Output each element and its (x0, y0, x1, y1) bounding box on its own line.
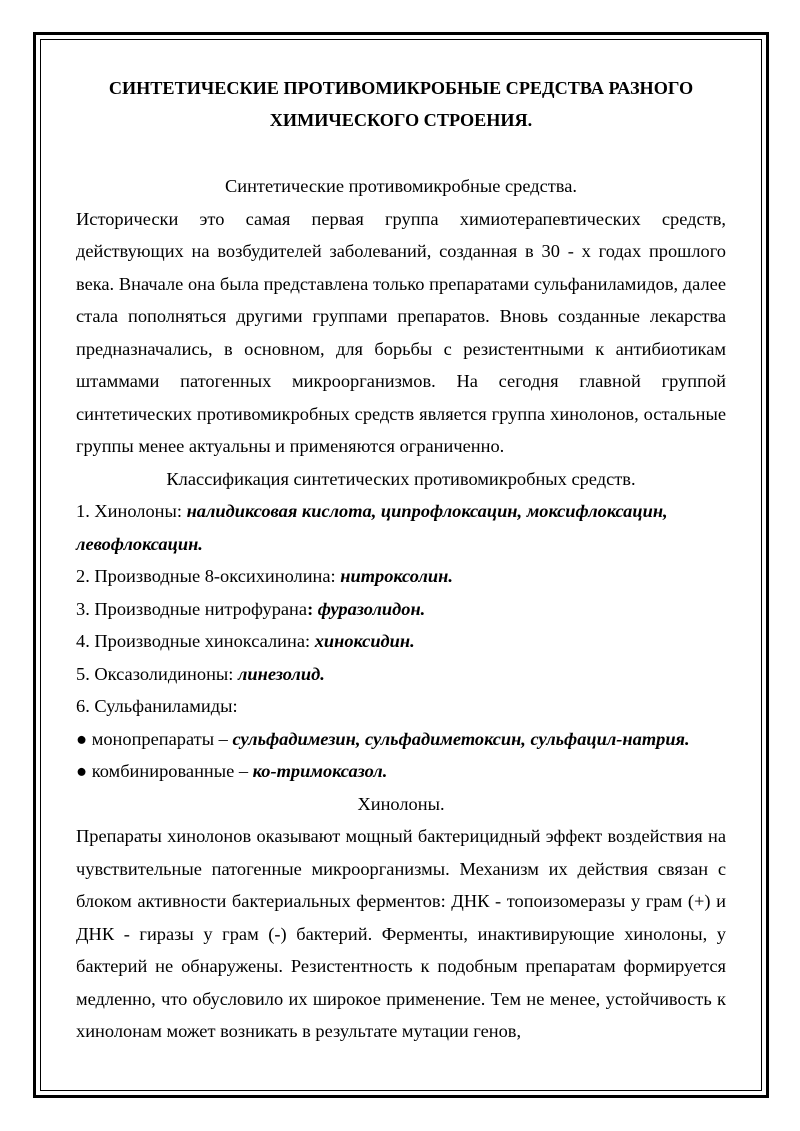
drug-names: ко-тримоксазол. (252, 761, 388, 781)
drug-names: нитроксолин. (340, 566, 453, 586)
list-item-oxyquinoline (76, 560, 726, 593)
list-item-quinolones (76, 495, 726, 560)
drug-names: фуразолидон. (317, 598, 426, 619)
document-title-line-2: ХИМИЧЕСКОГО СТРОЕНИЯ. (269, 110, 533, 130)
list-item-label: 1. Хинолоны: (76, 501, 187, 521)
list-item-oxazolidinones (76, 658, 726, 691)
list-item-label: 6. Сульфаниламиды: (76, 696, 238, 716)
section-heading-synthetic: Синтетические противомикробные средства. (224, 176, 578, 196)
drug-names: хиноксидин. (314, 631, 415, 651)
list-item-quinoxaline (76, 625, 726, 658)
drug-names: линезолид. (237, 663, 325, 684)
bullet-item-combined (76, 755, 726, 788)
list-item-label: 5. Оксазолидиноны: (76, 663, 238, 684)
paragraph-quinolones: Препараты хинолонов оказывают мощный бактерицидный эффект воздействия на чувствительные патогенные микроорганизмы. Механизм их действия связан с блоком активности бактериальных ферментов: ДНК - топоизомеразы у грам (+) и ДНК - гиразы у грам (-) бактерий. Ферменты, инактивирующие хинолоны, у бактерий не обнаружены. Резистентность к подобным препаратам формируется медленно, что обусловило их широкое применение. Тем не менее, устойчивость к хинолонам может возникать в результате мутации генов, (76, 826, 726, 1041)
document-body (76, 72, 726, 1048)
list-item-label: 4. Производные хиноксалина: (76, 631, 315, 651)
paragraph-history: Исторически это самая первая группа химиотерапевтических средств, действующих на возбудителей заболеваний, созданная в 30 - х годах прошлого века. Вначале она была представлена только препаратами сульфаниламидов, далее стала пополняться другими группами препаратов. Вновь созданные лекарства предназначались, в основном, для борьбы с резистентными к антибиотикам штаммами патогенных микроорганизмов. На сегодня главной группой синтетических противомикробных средств является группа хинолонов, остальные группы менее актуальны и применяются ограниченно. (76, 208, 726, 456)
list-item-label: 3. Производные нитрофурана (76, 598, 308, 619)
section-heading-quinolones: Хинолоны. (357, 793, 445, 814)
section-heading-classification: Классификация синтетических противомикробных средств. (166, 468, 636, 489)
list-item-nitrofuran (76, 593, 726, 626)
bold-colon: : (307, 598, 318, 619)
bullet-label: ● монопрепараты – (76, 728, 233, 749)
list-item-sulfonamides (76, 690, 726, 723)
bullet-item-monopreparations (76, 723, 726, 756)
document-title-line-1: СИНТЕТИЧЕСКИЕ ПРОТИВОМИКРОБНЫЕ СРЕДСТВА РАЗНОГО (108, 78, 694, 98)
drug-names: налидиксовая кислота, ципрофлоксацин, моксифлоксацин, левофлоксацин. (76, 501, 668, 554)
bullet-label: ● комбинированные – (76, 761, 253, 781)
spacer (76, 136, 726, 170)
list-item-label: 2. Производные 8-оксихинолина: (76, 566, 341, 586)
drug-names: сульфадимезин, сульфадиметоксин, сульфацил-натрия. (232, 728, 690, 749)
